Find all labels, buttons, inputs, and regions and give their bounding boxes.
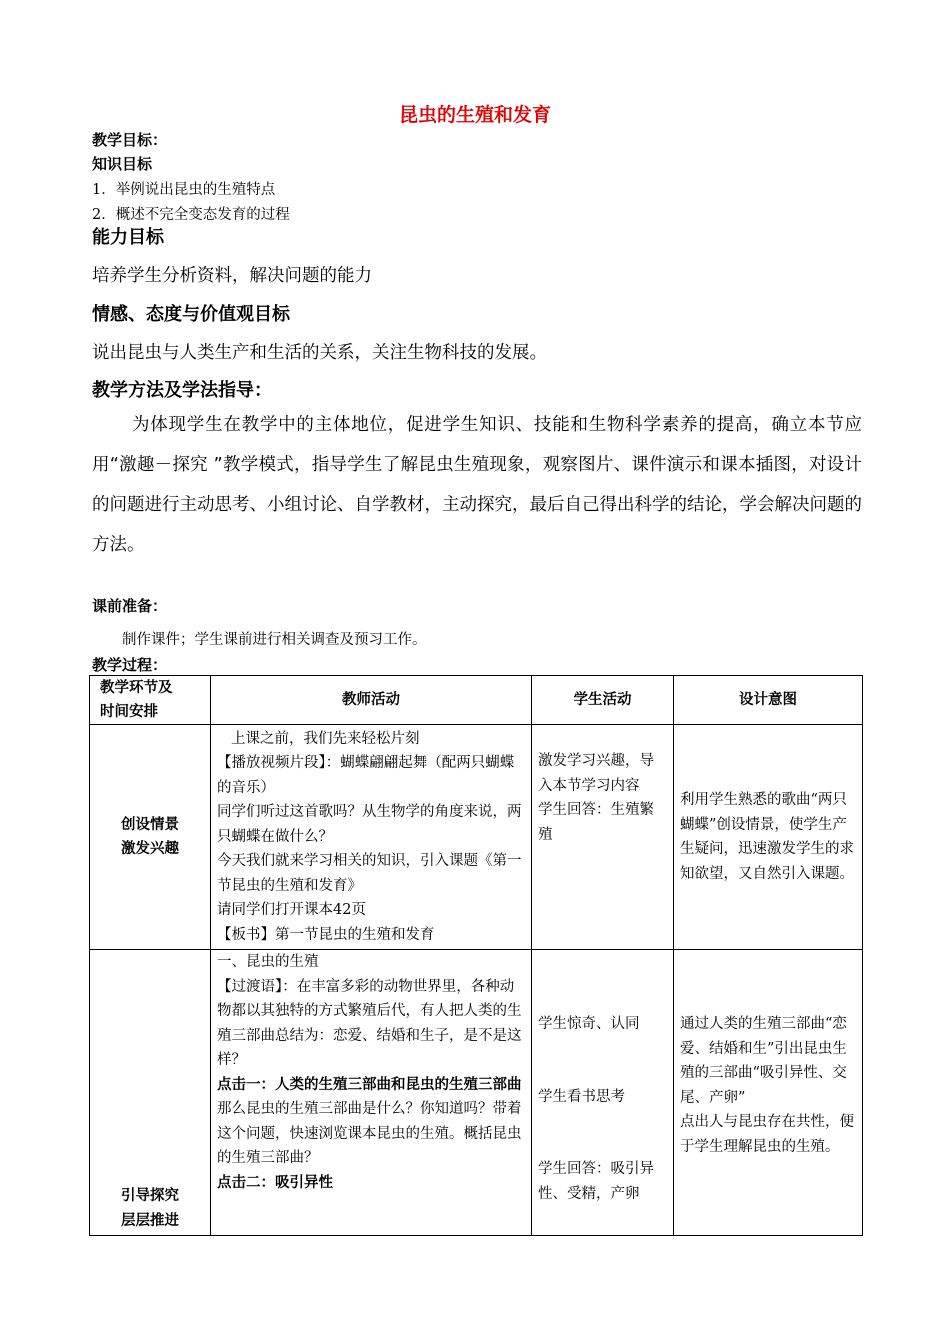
row1-teacher-line: 同学们听过这首歌吗？从生物学的角度来说，两只蝴蝶在做什么？ [217,804,522,845]
row1-student [532,725,674,950]
row2-design-line: 点出人与昆虫存在共性，便于学生理解昆虫的生殖。 [680,1114,854,1155]
knowledge-goals-label: 知识目标 [92,155,153,173]
teaching-goals-label: 教学目标： [92,131,168,149]
ability-goals-text: 培养学生分析资料，解决问题的能力 [92,266,372,286]
row2-phase-line2: 层层推进 [121,1212,179,1229]
row1-teacher-line: 上课之前，我们先来轻松片刻 [231,730,420,747]
header-student: 学生活动 [532,676,674,725]
prep-text: 制作课件；学生课前进行相关调查及预习工作。 [122,632,427,648]
row2-student-gap [538,1109,667,1133]
method-paragraph: 为体现学生在教学中的主体地位，促进学生知识、技能和生物科学素养的提高，确立本节应用“激趣－探究 ”教学模式，指导学生了解昆虫生殖现象，观察图片、课件演示和课本插图，对设计的问题进行主动思考、小组讨论、自学教材，主动探究，最后自己得出科学的结论，学会解决问题的方法。 [92,415,862,555]
row2-point-1: 点击一：人类的生殖三部曲和昆虫的生殖三部曲 [217,1076,522,1093]
row2-student-gap [538,1133,667,1157]
row1-student-line: 激发学习兴趣，导入本节学习内容 [538,753,654,794]
row2-teacher [211,950,532,1236]
table-header-row [90,676,863,725]
emotion-goals-text: 说出昆虫与人类生产和生活的关系，关注生物科技的发展。 [92,343,547,363]
row1-teacher-line: 请同学们打开课本42页 [217,902,366,919]
row1-student-line: 学生回答：生殖繁殖 [538,802,654,843]
table-row [90,725,863,950]
row2-student-line: 学生回答：吸引异性、受精，产卵 [538,1161,654,1202]
row2-student-line: 学生看书思考 [538,1088,625,1105]
knowledge-item-2: 2．概述不完全变态发育的过程 [92,207,290,223]
emotion-goals-label: 情感、态度与价值观目标 [92,304,290,325]
knowledge-item-1: 1．举例说出昆虫的生殖特点 [92,182,276,198]
header-design: 设计意图 [674,676,863,725]
row1-teacher-line: 【播放视频片段】：蝴蝶翩翩起舞（配两只蝴蝶的音乐） [217,755,515,796]
table-row [90,950,863,1236]
row1-phase [90,725,211,950]
row2-phase [90,950,211,1236]
row2-point-2: 点击二：吸引异性 [217,1174,333,1191]
header-phase-line1: 教学环节及 [100,680,173,696]
teaching-process-table [89,675,863,1236]
row2-design [674,950,863,1236]
row2-teacher-transition: 【过渡语】：在丰富多彩的动物世界里，各种动物都以其独特的方式繁殖后代，有人把人类的生殖三部曲总结为：恋爱、结婚和生子，是不是这样？ [217,978,522,1068]
row2-phase-line1: 引导探究 [121,1188,179,1204]
row2-teacher-question: 那么昆虫的生殖三部曲是什么？你知道吗？带着这个问题，快速浏览课本昆虫的生殖。概括昆虫的生殖三部曲？ [217,1101,522,1166]
header-phase [90,676,211,725]
row2-teacher-intro: 一、昆虫的生殖 [217,954,319,970]
row1-design: 利用学生熟悉的歌曲“两只蝴蝶”创设情景，使学生产生疑问，迅速激发学生的求知欲望，又自然引入课题。 [674,725,863,950]
row2-student [532,950,674,1236]
page-title: 昆虫的生殖和发育 [398,104,551,126]
row2-student-gap [538,1061,667,1085]
header-teacher: 教师活动 [211,676,532,725]
row1-teacher [211,725,532,950]
prep-label: 课前准备： [92,597,168,615]
row2-student-gap [538,1037,667,1061]
row2-design-line: 通过人类的生殖三部曲“恋爱、结婚和生”引出昆虫生殖的三部曲“吸引异性、交尾、产卵” [680,1016,847,1106]
row1-phase-line1: 创设情景 [121,816,179,833]
process-label: 教学过程： [92,656,168,674]
row1-teacher-line: 今天我们就来学习相关的知识，引入课题《第一节昆虫的生殖和发育》 [217,853,522,894]
row1-phase-line2: 激发兴趣 [121,841,179,857]
ability-goals-label: 能力目标 [92,227,164,248]
method-label: 教学方法及学法指导： [92,380,272,401]
row1-teacher-line: 【板书】第一节昆虫的生殖和发育 [217,926,435,943]
header-phase-line2: 时间安排 [100,704,158,720]
row2-student-line: 学生惊奇、认同 [538,1016,640,1032]
